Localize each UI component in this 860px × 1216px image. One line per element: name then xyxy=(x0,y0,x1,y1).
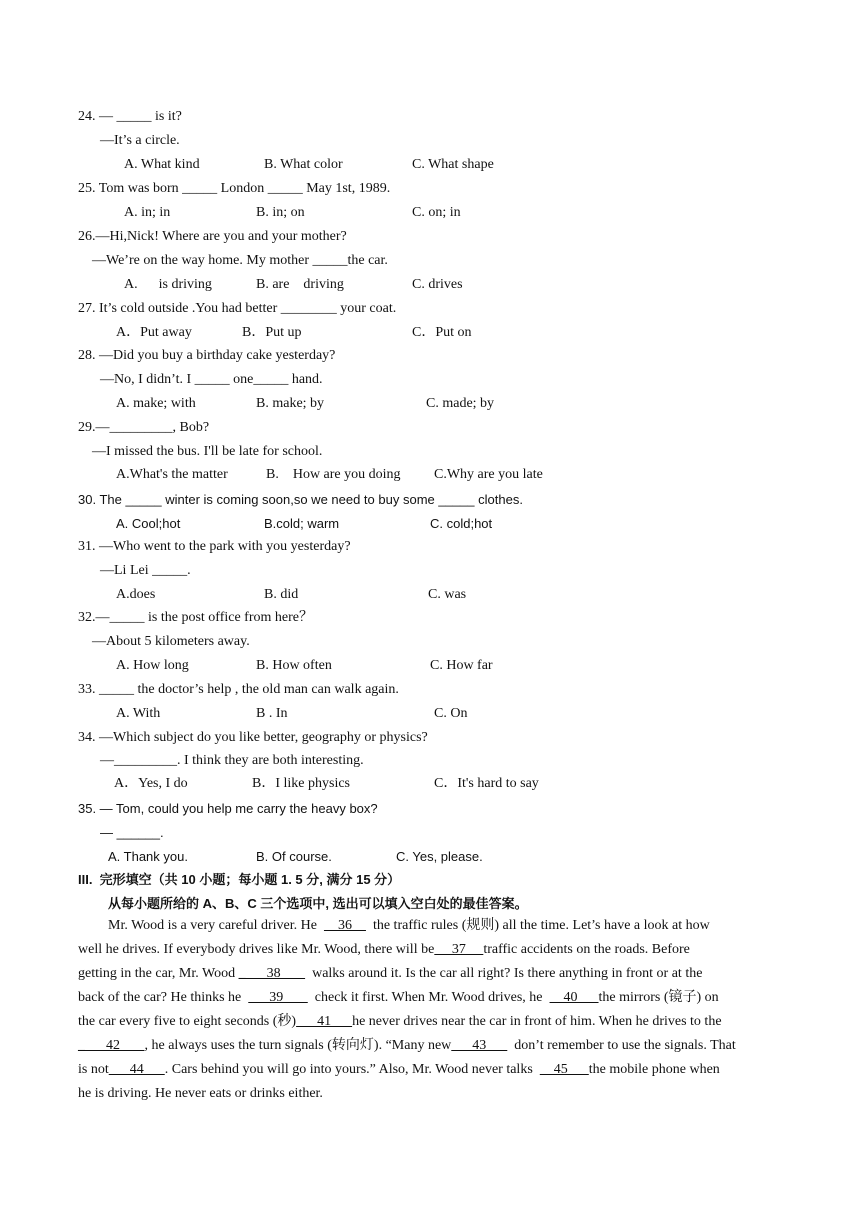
question-34-option-c: C．It's hard to say xyxy=(434,776,539,791)
passage-line xyxy=(78,1061,720,1079)
question-29-option-b: B. How are you doing xyxy=(266,467,401,482)
question-28-option-a: A. make; with xyxy=(116,396,196,411)
question-31-stem: 31. —Who went to the park with you yesterday? xyxy=(78,539,351,554)
cloze-blank: 43 xyxy=(451,1038,508,1053)
question-27-option-a: A．Put away xyxy=(116,325,192,340)
passage-text: the traffic rules (规则) all the time. Let’s have a look at how xyxy=(365,918,710,933)
question-26-stem: 26.—Hi,Nick! Where are you and your mother? xyxy=(78,229,347,244)
question-35-option-c: C. Yes, please. xyxy=(396,849,483,864)
question-28-option-b: B. make; by xyxy=(256,396,325,411)
question-32-dialogue: —About 5 kilometers away. xyxy=(92,634,250,649)
question-31-option-b: B. did xyxy=(264,587,299,602)
question-28-dialogue: —No, I didn’t. I _____ one_____ hand. xyxy=(100,372,323,387)
question-34-option-b: B．I like physics xyxy=(252,776,350,791)
question-34-dialogue: —_________. I think they are both interesting. xyxy=(100,753,364,768)
question-29-stem: 29.—_________, Bob? xyxy=(78,420,210,435)
question-28-option-c: C. made; by xyxy=(426,396,495,411)
question-34-stem: 34. —Which subject do you like better, geography or physics? xyxy=(78,730,428,745)
question-31-option-c: C. was xyxy=(428,587,467,602)
passage-text: walks around it. Is the car all right? Is there anything in front or at the xyxy=(305,966,703,981)
passage-text: Mr. Wood is a very careful driver. He xyxy=(108,918,324,933)
question-35-option-a: A. Thank you. xyxy=(108,849,188,864)
cloze-blank: 45 xyxy=(539,1062,589,1077)
passage-text: he is driving. He never eats or drinks either. xyxy=(78,1086,323,1101)
question-31-option-a: A.does xyxy=(116,587,156,602)
passage-line xyxy=(78,1013,722,1031)
question-24-dialogue: —It’s a circle. xyxy=(100,133,180,148)
question-26-dialogue: —We’re on the way home. My mother _____the car. xyxy=(92,253,388,268)
question-33-option-b: B . In xyxy=(256,706,288,721)
question-32-option-b: B. How often xyxy=(256,658,332,673)
cloze-blank: 37 xyxy=(434,942,484,957)
passage-text: . Cars behind you will go into yours.” Also, Mr. Wood never talks xyxy=(164,1062,540,1077)
question-34-option-a: A．Yes, I do xyxy=(114,776,188,791)
question-33-stem: 33. _____ the doctor’s help , the old man can walk again. xyxy=(78,682,399,697)
passage-line xyxy=(78,965,702,983)
question-29-option-c: C.Why are you late xyxy=(434,467,543,482)
passage-text: the mirrors (镜子) on xyxy=(598,990,719,1005)
question-33-option-a: A. With xyxy=(116,706,161,721)
cloze-blank: 36 xyxy=(323,918,366,933)
question-35-option-b: B. Of course. xyxy=(256,849,332,864)
question-30-option-c: C. cold;hot xyxy=(430,516,493,531)
question-30-stem: 30. The _____ winter is coming soon,so we need to buy some _____ clothes. xyxy=(78,492,523,507)
section-instruction: 从每小题所给的 A、B、C 三个选项中, 选出可以填入空白处的最佳答案。 xyxy=(108,896,528,911)
section-heading: III. 完形填空（共 10 小题；每小题 1. 5 分, 满分 15 分） xyxy=(78,872,401,887)
question-24-option-c: C. What shape xyxy=(412,157,494,172)
cloze-blank: _ 42 xyxy=(78,1038,145,1053)
passage-text: , he always uses the turn signals (转向灯). “Many new xyxy=(144,1038,452,1053)
passage-text: the mobile phone when xyxy=(588,1062,720,1077)
cloze-blank: 39 xyxy=(248,990,308,1005)
passage-text: is not xyxy=(78,1062,109,1077)
passage-line xyxy=(78,989,719,1007)
passage-line xyxy=(78,1085,323,1103)
cloze-blank: 40 xyxy=(549,990,599,1005)
question-30-option-a: A. Cool;hot xyxy=(116,516,181,531)
question-27-option-b: B．Put up xyxy=(242,325,302,340)
cloze-blank: 41 xyxy=(296,1014,353,1029)
question-28-stem: 28. —Did you buy a birthday cake yesterday? xyxy=(78,348,336,363)
question-35-dialogue: — ______. xyxy=(100,825,164,840)
question-32-stem: 32.—_____ is the post office from here？ xyxy=(78,610,313,625)
question-25-option-b: B. in; on xyxy=(256,205,305,220)
passage-text: back of the car? He thinks he xyxy=(78,990,249,1005)
passage-text: he never drives near the car in front of him. When he drives to the xyxy=(352,1014,722,1029)
passage-text: traffic accidents on the roads. Before xyxy=(483,942,690,957)
question-26-option-a: A. is driving xyxy=(124,277,212,292)
passage-line xyxy=(108,917,710,935)
question-29-option-a: A.What's the matter xyxy=(116,467,228,482)
question-24-option-a: A. What kind xyxy=(124,157,200,172)
passage-text: check it first. When Mr. Wood drives, he xyxy=(307,990,550,1005)
question-24-stem: 24. — _____ is it? xyxy=(78,109,182,124)
passage-text: getting in the car, Mr. Wood xyxy=(78,966,239,981)
cloze-blank: 44 xyxy=(108,1062,165,1077)
question-33-option-c: C. On xyxy=(434,706,468,721)
passage-line xyxy=(78,1037,736,1055)
question-29-dialogue: —I missed the bus. I'll be late for school. xyxy=(92,444,323,459)
question-25-option-c: C. on; in xyxy=(412,205,461,220)
question-32-option-a: A. How long xyxy=(116,658,189,673)
passage-line xyxy=(78,941,690,959)
question-27-option-c: C．Put on xyxy=(412,325,472,340)
question-26-option-c: C. drives xyxy=(412,277,463,292)
cloze-blank: _ 38 xyxy=(238,966,306,981)
question-26-option-b: B. are driving xyxy=(256,277,344,292)
passage-text: the car every five to eight seconds (秒) xyxy=(78,1014,297,1029)
question-32-option-c: C. How far xyxy=(430,658,493,673)
passage-text: don’t remember to use the signals. That xyxy=(507,1038,736,1053)
question-24-option-b: B. What color xyxy=(264,157,343,172)
passage-text: well he drives. If everybody drives like Mr. Wood, there will be xyxy=(78,942,435,957)
question-25-option-a: A. in; in xyxy=(124,205,171,220)
question-30-option-b: B.cold; warm xyxy=(264,516,340,531)
question-35-stem: 35. — Tom, could you help me carry the heavy box? xyxy=(78,801,378,816)
question-31-dialogue: —Li Lei _____. xyxy=(100,563,191,578)
question-25-stem: 25. Tom was born _____ London _____ May 1st, 1989. xyxy=(78,181,391,196)
question-27-stem: 27. It’s cold outside .You had better ________ your coat. xyxy=(78,301,397,316)
